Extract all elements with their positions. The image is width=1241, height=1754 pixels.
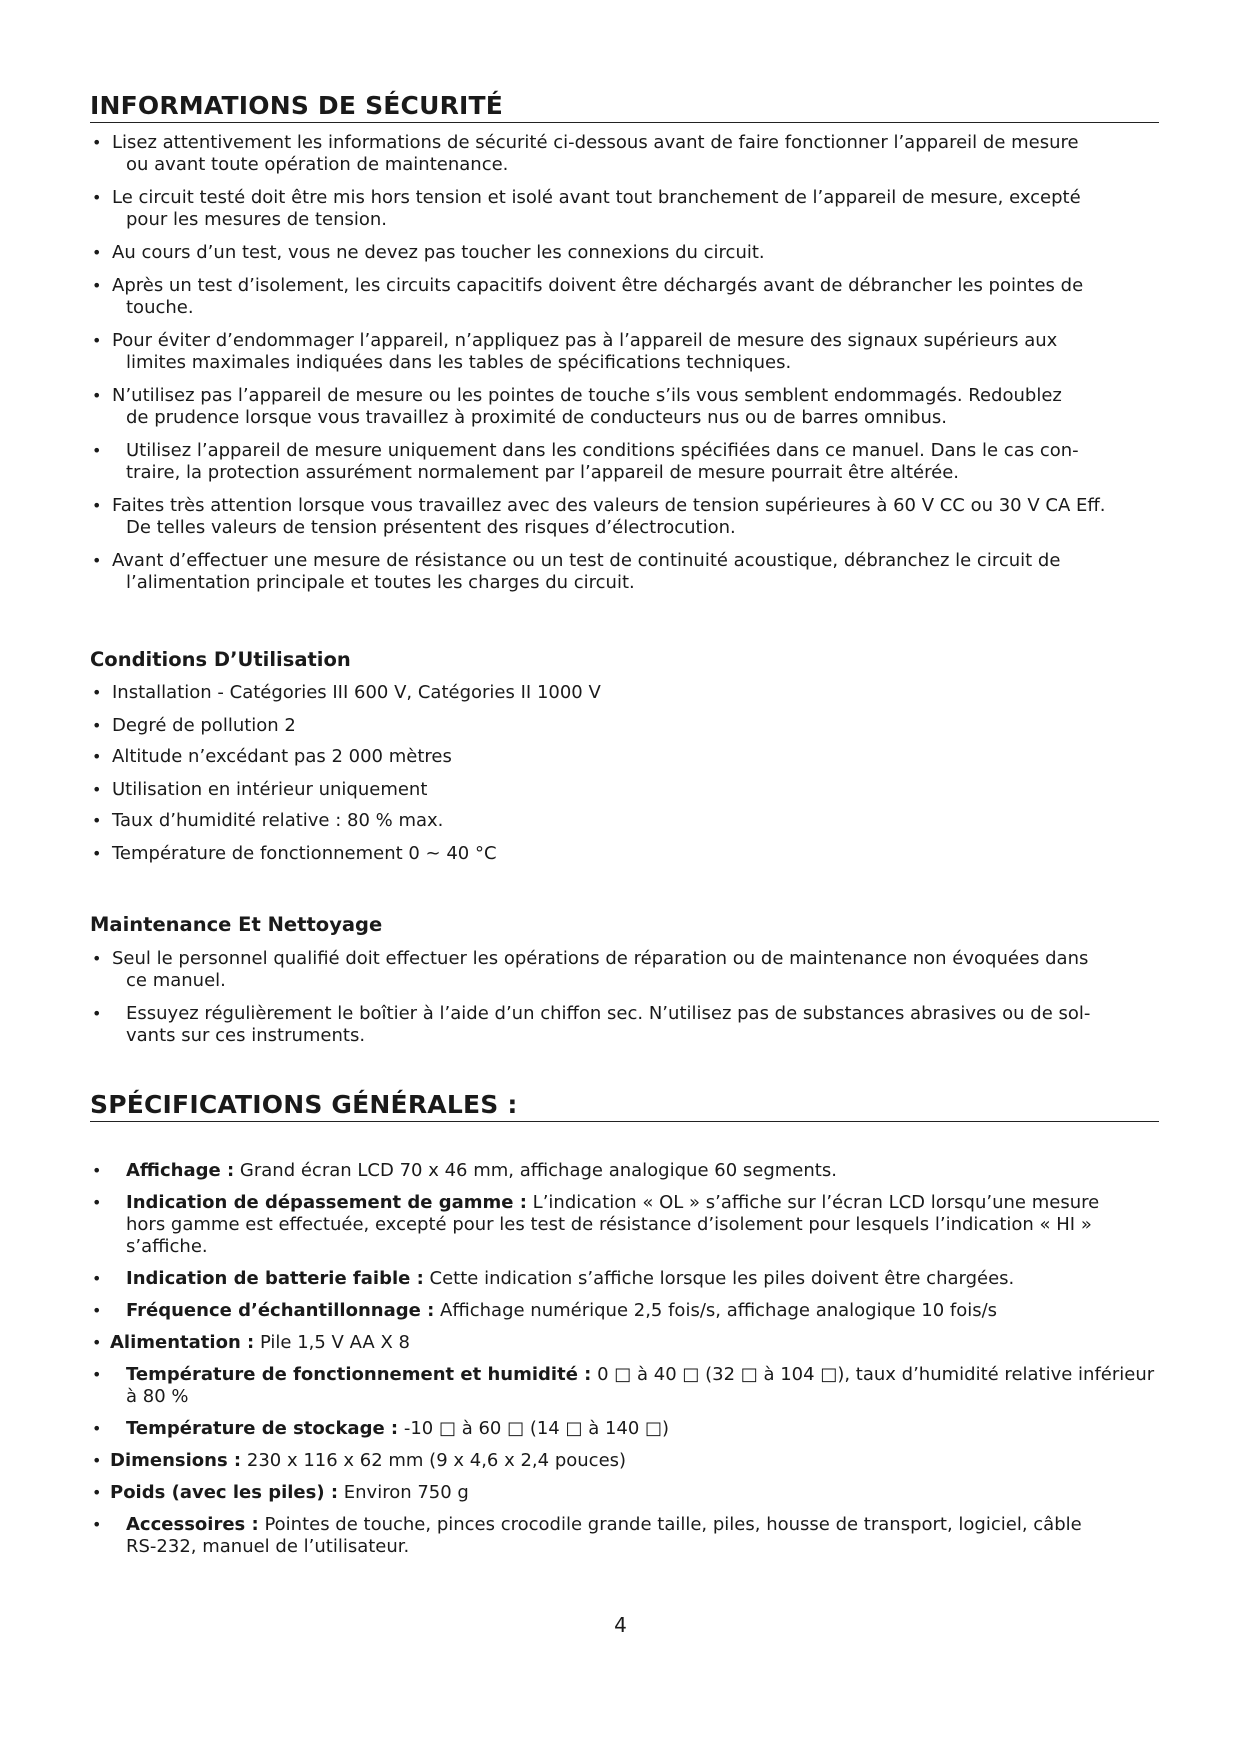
- list-item: • Degré de pollution 2: [92, 715, 296, 736]
- list-item: • Température de fonctionnement et humidité : 0 □ à 40 □ (32 □ à 104 □), taux d’humidité relative inférieur à 80 %: [92, 1364, 1155, 1407]
- list-item: • Indication de dépassement de gamme : L’indication « OL » s’affiche sur l’écran LCD lorsqu’une mesure hors gamme est effectuée, excepté pour les test de résistance d’isolement pour lesquels l’indication « HI » s’affiche.: [92, 1192, 1100, 1257]
- conditions-heading: Conditions D’Utilisation: [90, 648, 351, 671]
- list-item: • Utilisation en intérieur uniquement: [92, 779, 428, 800]
- safety-heading: INFORMATIONS DE SÉCURITÉ: [90, 91, 1159, 123]
- list-item: • Alimentation : Pile 1,5 V AA X 8: [92, 1332, 410, 1353]
- list-item: • Seul le personnel qualifié doit effectuer les opérations de réparation ou de maintenance non évoquées dans ce manuel.: [92, 948, 1089, 991]
- list-item: • Après un test d’isolement, les circuits capacitifs doivent être déchargés avant de débrancher les pointes de touche.: [92, 275, 1084, 318]
- list-item: • Température de fonctionnement 0 ~ 40 °C: [92, 843, 497, 864]
- list-item: • Température de stockage : -10 □ à 60 □ (14 □ à 140 □): [92, 1418, 670, 1439]
- list-item: • Utilisez l’appareil de mesure uniquement dans les conditions spécifiées dans ce manuel. Dans le cas con- traire, la protection assurément normalement par l’appareil de mesure pourrait être altérée.: [92, 440, 1079, 483]
- maintenance-heading: Maintenance Et Nettoyage: [90, 913, 383, 936]
- list-item: • Le circuit testé doit être mis hors tension et isolé avant tout branchement de l’appareil de mesure, excepté pour les mesures de tension.: [92, 187, 1081, 230]
- list-item: • Affichage : Grand écran LCD 70 x 46 mm, affichage analogique 60 segments.: [92, 1160, 837, 1181]
- maintenance-list: [90, 948, 1159, 1058]
- list-item: • Pour éviter d’endommager l’appareil, n’appliquez pas à l’appareil de mesure des signaux supérieurs aux limites maximales indiquées dans les tables de spécifications techniques.: [92, 330, 1058, 373]
- list-item: • Lisez attentivement les informations de sécurité ci-dessous avant de faire fonctionner l’appareil de mesure ou avant toute opération de maintenance.: [92, 132, 1079, 175]
- list-item: • N’utilisez pas l’appareil de mesure ou les pointes de touche s’ils vous semblent endommagés. Redoublez de prudence lorsque vous travaillez à proximité de conducteurs nus ou de barres omnibus.: [92, 385, 1062, 428]
- list-item: • Poids (avec les piles) : Environ 750 g: [92, 1482, 469, 1503]
- list-item: • Fréquence d’échantillonnage : Affichage numérique 2,5 fois/s, affichage analogique 10 fois/s: [92, 1300, 998, 1321]
- list-item: • Avant d’effectuer une mesure de résistance ou un test de continuité acoustique, débranchez le circuit de l’alimentation principale et toutes les charges du circuit.: [92, 550, 1061, 593]
- list-item: • Installation - Catégories III 600 V, Catégories II 1000 V: [92, 682, 601, 703]
- list-item: • Dimensions : 230 x 116 x 62 mm (9 x 4,6 x 2,4 pouces): [92, 1450, 627, 1471]
- list-item: • Essuyez régulièrement le boîtier à l’aide d’un chiffon sec. N’utilisez pas de substances abrasives ou de sol- vants sur ces instruments.: [92, 1003, 1091, 1046]
- conditions-list: [90, 682, 1159, 876]
- list-item: • Altitude n’excédant pas 2 000 mètres: [92, 746, 452, 767]
- page-number: 4: [614, 1613, 627, 1637]
- list-item: • Faites très attention lorsque vous travaillez avec des valeurs de tension supérieures à 60 V CC ou 30 V CA Eff. De telles valeurs de tension présentent des risques d’électrocution.: [92, 495, 1106, 538]
- list-item: • Accessoires : Pointes de touche, pinces crocodile grande taille, piles, housse de transport, logiciel, câble RS-232, manuel de l’utilisateur.: [92, 1514, 1082, 1557]
- list-item: • Indication de batterie faible : Cette indication s’affiche lorsque les piles doivent être chargées.: [92, 1268, 1015, 1289]
- safety-list: [90, 132, 1159, 605]
- list-item: • Taux d’humidité relative : 80 % max.: [92, 810, 444, 831]
- specs-heading: SPÉCIFICATIONS GÉNÉRALES :: [90, 1090, 1159, 1122]
- list-item: • Au cours d’un test, vous ne devez pas toucher les connexions du circuit.: [92, 242, 765, 263]
- specs-list: [90, 1160, 1159, 1568]
